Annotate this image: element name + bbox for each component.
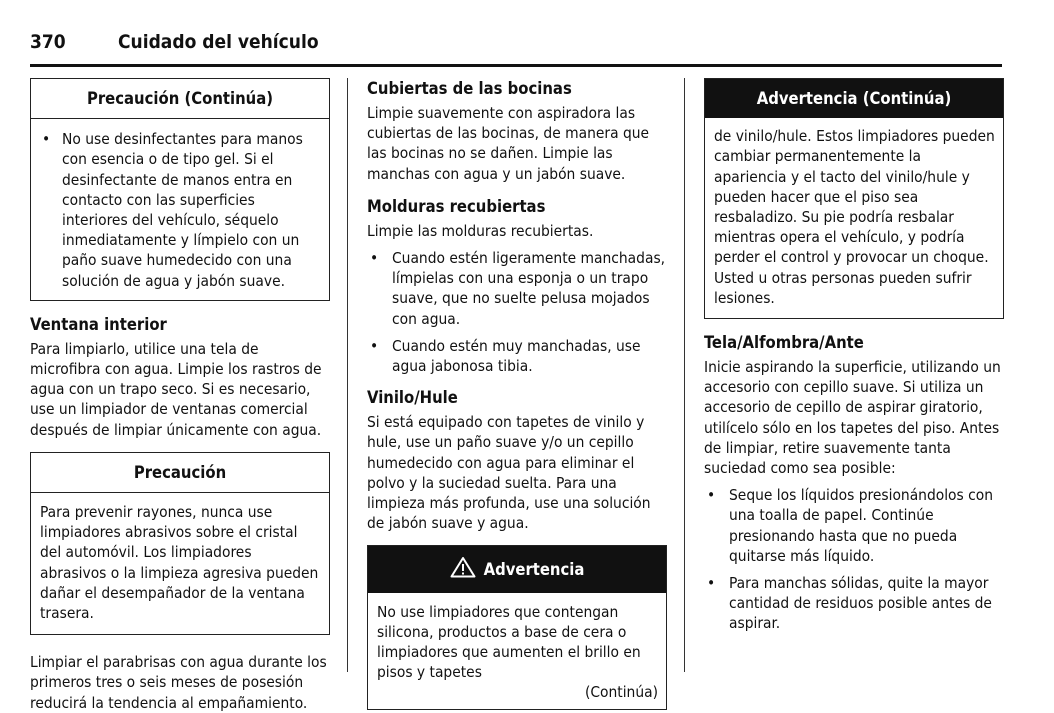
coated-moldings-list bbox=[367, 248, 667, 376]
column-1 bbox=[30, 78, 330, 713]
column-divider bbox=[684, 78, 685, 672]
page-header bbox=[30, 30, 1002, 67]
vinyl-heading: Vinilo/Hule bbox=[367, 388, 458, 408]
bullet-icon: • bbox=[370, 336, 379, 355]
bullet-icon: • bbox=[707, 486, 716, 505]
column-3 bbox=[704, 78, 1004, 641]
caution-continued-title: Precaución (Continúa) bbox=[31, 79, 329, 119]
column-divider bbox=[347, 78, 348, 672]
fabric-list bbox=[704, 485, 1004, 633]
vinyl-text: Si está equipado con tapetes de vinilo y hule, use un paño suave y/o un cepillo humedecido con agua para eliminar el polvo y la suciedad suelta. Para una limpieza más profunda, use una solución de jabón suave y agua. bbox=[367, 413, 651, 533]
list-item bbox=[40, 129, 321, 291]
bullet-icon: • bbox=[707, 574, 716, 593]
column-2 bbox=[367, 78, 667, 710]
list-item: • Cuando estén ligeramente manchadas, límpielas con una esponja o un trapo suave, que no suelte pelusa mojados con agua. bbox=[367, 248, 667, 329]
warning-continued-box bbox=[704, 78, 1004, 319]
interior-window-heading: Ventana interior bbox=[30, 314, 167, 334]
speaker-covers-text: Limpie suavemente con aspiradora las cubiertas de las bocinas, de manera que las bocinas no se dañen. Limpie las manchas con agua y un jabón suave. bbox=[367, 104, 650, 183]
warning-continued-text: de vinilo/hule. Estos limpiadores pueden cambiar permanentemente la apariencia y el tacto del vinilo/hule y pueden hacer que el piso sea resbaladizo. Su pie podría resbalar mientras opera el vehículo, y podría perder el control y provocar un choque. Usted u otras personas pueden sufrir lesiones. bbox=[714, 127, 995, 307]
warning-triangle-icon bbox=[450, 556, 476, 583]
warning-text: No use limpiadores que contengan silicona, productos a base de cera o limpiadores que aumenten el brillo en pisos y tapetes bbox=[377, 602, 641, 682]
list-item: • Para manchas sólidas, quite la mayor cantidad de residuos posible antes de aspirar. bbox=[704, 573, 1004, 634]
bullet-icon: • bbox=[370, 249, 379, 268]
warning-title: Advertencia bbox=[483, 560, 585, 580]
fabric-text: Inicie aspirando la superficie, utilizando un accesorio con cepillo suave. Si utiliza un accesorio de cepillo de aspirar giratorio, utilícelo sólo en los tapetes del piso. Antes de limpiar, retire suavemente tanta suciedad como sea posible: bbox=[704, 358, 1001, 478]
page-title: Cuidado del vehículo bbox=[118, 31, 319, 53]
caution-box bbox=[30, 452, 330, 635]
list-item: • Cuando estén muy manchadas, use agua jabonosa tibia. bbox=[367, 336, 667, 376]
page-number: 370 bbox=[30, 31, 66, 53]
bullet-icon: • bbox=[42, 130, 51, 149]
warning-header bbox=[368, 546, 666, 592]
fabric-heading: Tela/Alfombra/Ante bbox=[704, 333, 864, 353]
speaker-covers-heading: Cubiertas de las bocinas bbox=[367, 79, 572, 98]
interior-window-text: Para limpiarlo, utilice una tela de microfibra con agua. Limpie los rastros de agua con un trapo seco. Si es necesario, use un limpiador de ventanas comercial después de limpiar únicamente con agua. bbox=[30, 339, 322, 439]
caution-text: Para prevenir rayones, nunca use limpiadores abrasivos sobre el cristal del automóvil. Los limpiadores abrasivos o la limpieza agresiva pueden dañar el desempañador de la ventana trasera. bbox=[40, 503, 319, 623]
caution-title: Precaución bbox=[31, 453, 329, 493]
coated-moldings-heading: Molduras recubiertas bbox=[367, 196, 546, 216]
caution-continued-box bbox=[30, 78, 330, 301]
windshield-text: Limpiar el parabrisas con agua durante los primeros tres o seis meses de posesión reducirá la tendencia al empañamiento. bbox=[30, 653, 327, 712]
coated-moldings-intro: Limpie las molduras recubiertas. bbox=[367, 221, 594, 240]
warning-continued-title: Advertencia (Continúa) bbox=[705, 79, 1003, 118]
warning-continued: (Continúa) bbox=[584, 683, 658, 702]
caution-continued-text: No use desinfectantes para manos con esencia o de tipo gel. Si el desinfectante de manos entra en contacto con las superficies interiores del vehículo, séquelo inmediatamente y límpielo con un paño suave humedecido con una solución de agua y jabón suave. bbox=[62, 130, 303, 290]
warning-box bbox=[367, 545, 667, 709]
list-item: • Seque los líquidos presionándolos con una toalla de papel. Continúe presionando hasta que no pueda quitarse más líquido. bbox=[704, 485, 1004, 566]
